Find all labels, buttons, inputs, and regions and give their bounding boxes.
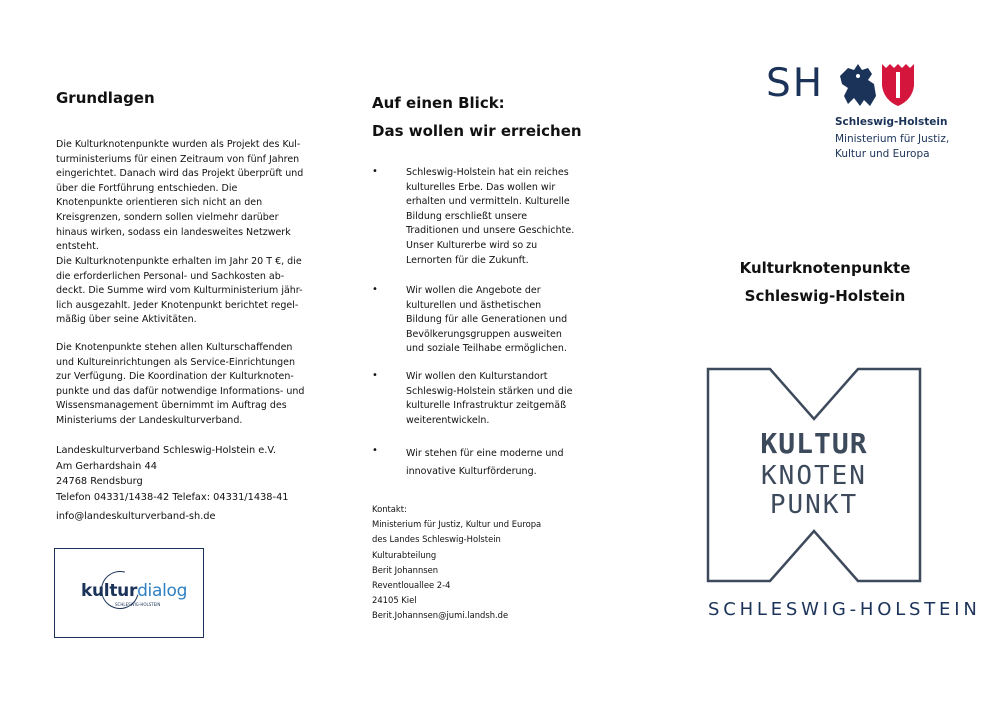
address-street: Am Gerhardshain 44 (56, 460, 157, 472)
bullet-icon: • (372, 445, 378, 456)
sh-letters: SH (766, 61, 825, 106)
kulturknotenpunkt-emblem (706, 367, 922, 583)
logo-word-kultur: kultur (81, 581, 138, 601)
address-phone: Telefon 04331/1438-42 Telefax: 04331/1438-41 (56, 491, 289, 503)
email-link[interactable]: info@landeskulturverband-sh.de (56, 511, 216, 522)
coat-of-arms-icon (838, 62, 916, 108)
logo-wordmark (81, 581, 187, 601)
contact-line: Berit Johannsen (372, 564, 439, 575)
ministry-line-1: Ministerium für Justiz, (835, 133, 950, 145)
list-item-text: Schleswig-Holstein hat ein reiches kulturelles Erbe. Das wollen wir erhalten und vermitteln. Kulturelle Bildung erschließt unsere Traditionen und unsere Geschichte. Unser Kulturerbe wird so zu Lernorten für die Zukunft. (406, 167, 575, 266)
title-line-1: Kulturknotenpunkte (739, 259, 911, 277)
contact-line: Ministerium für Justiz, Kultur und Europa (372, 519, 542, 530)
heading-line-1: Auf einen Blick: (372, 94, 505, 112)
bullet-icon: • (372, 370, 378, 381)
state-name: Schleswig-Holstein (835, 116, 948, 128)
logo-word-dialog: dialog (137, 581, 188, 601)
address-block (56, 443, 316, 505)
contact-block (372, 502, 582, 624)
emblem-footer: SCHLESWIG-HOLSTEIN (708, 599, 981, 620)
list-item-text: Wir stehen für eine moderne und innovative Kulturförderung. (406, 448, 564, 477)
contact-line: Reventlouallee 2-4 (372, 580, 451, 591)
ministry-line-2: Kultur und Europa (835, 148, 930, 160)
contact-email-link[interactable]: Berit.Johannsen@jumi.landsh.de (372, 610, 509, 621)
page-title (690, 254, 960, 310)
nettle-leaf-icon (882, 64, 914, 106)
logo-subtitle: SCHLESWIG-HOLSTEIN (115, 602, 161, 607)
address-city: 24768 Rendsburg (56, 476, 143, 488)
bullet-icon: • (372, 166, 378, 177)
contact-line: 24105 Kiel (372, 595, 417, 606)
kulturdialog-logo (54, 548, 204, 638)
emblem-word-knoten: KNOTEN (761, 461, 867, 491)
lion-icon (840, 64, 876, 106)
list-item-text: Wir wollen den Kulturstandort Schleswig-Holstein stärken und die kulturelle Infrastruktur zeitgemäß weiterentwickeln. (406, 371, 573, 426)
contact-line: des Landes Schleswig-Holstein (372, 534, 501, 545)
paragraph-3: Die Knotenpunkte stehen allen Kulturschaffenden und Kultureinrichtungen als Service-Einrichtungen zur Verfügung. Die Koordination der Kulturknoten-punkte und das dafür notwendige Informations- und Wissensmanagement übernimmt im Auftrag des Ministeriums der Landeskulturverband. (56, 342, 305, 426)
paragraph-2: Die Kulturknotenpunkte erhalten im Jahr 20 T €, die die erforderlichen Personal- und Sachkosten ab-deckt. Die Summe wird vom Kulturministerium jähr-lich ausgezahlt. Jeder Knotenpunkt berichtet regel-mäßig über seine Aktivitäten. (56, 256, 303, 326)
contact-label: Kontakt: (372, 504, 407, 514)
heading-grundlagen: Grundlagen (56, 89, 155, 107)
address-org: Landeskulturverband Schleswig-Holstein e.V. (56, 445, 276, 456)
bullet-icon: • (372, 284, 378, 295)
emblem-word-kultur: KULTUR (760, 427, 868, 460)
paragraph-1: Die Kulturknotenpunkte wurden als Projekt des Kul-turministeriums für einen Zeitraum von fünf Jahren eingerichtet. Danach wird das Projekt überprüft und über die Fortführung entschieden. Die Knotenpunkte orientieren sich nicht an den Kreisgrenzen, sondern sollen vielmehr darüber hinaus wirken, sodass ein landesweites Netzwerk entsteht. (56, 139, 304, 253)
emblem-word-punkt: PUNKT (769, 490, 859, 520)
title-line-2: Schleswig-Holstein (744, 287, 906, 305)
list-item-text: Wir wollen die Angebote der kulturellen und ästhetischen Bildung für alle Generationen und Bevölkerungsgruppen ausweiten und soziale Teilhabe ermöglichen. (406, 285, 568, 355)
ministry-name (835, 132, 949, 162)
contact-line: Kulturabteilung (372, 549, 437, 560)
heading-auf-einen-blick (372, 89, 582, 145)
heading-line-2: Das wollen wir erreichen (372, 122, 582, 140)
